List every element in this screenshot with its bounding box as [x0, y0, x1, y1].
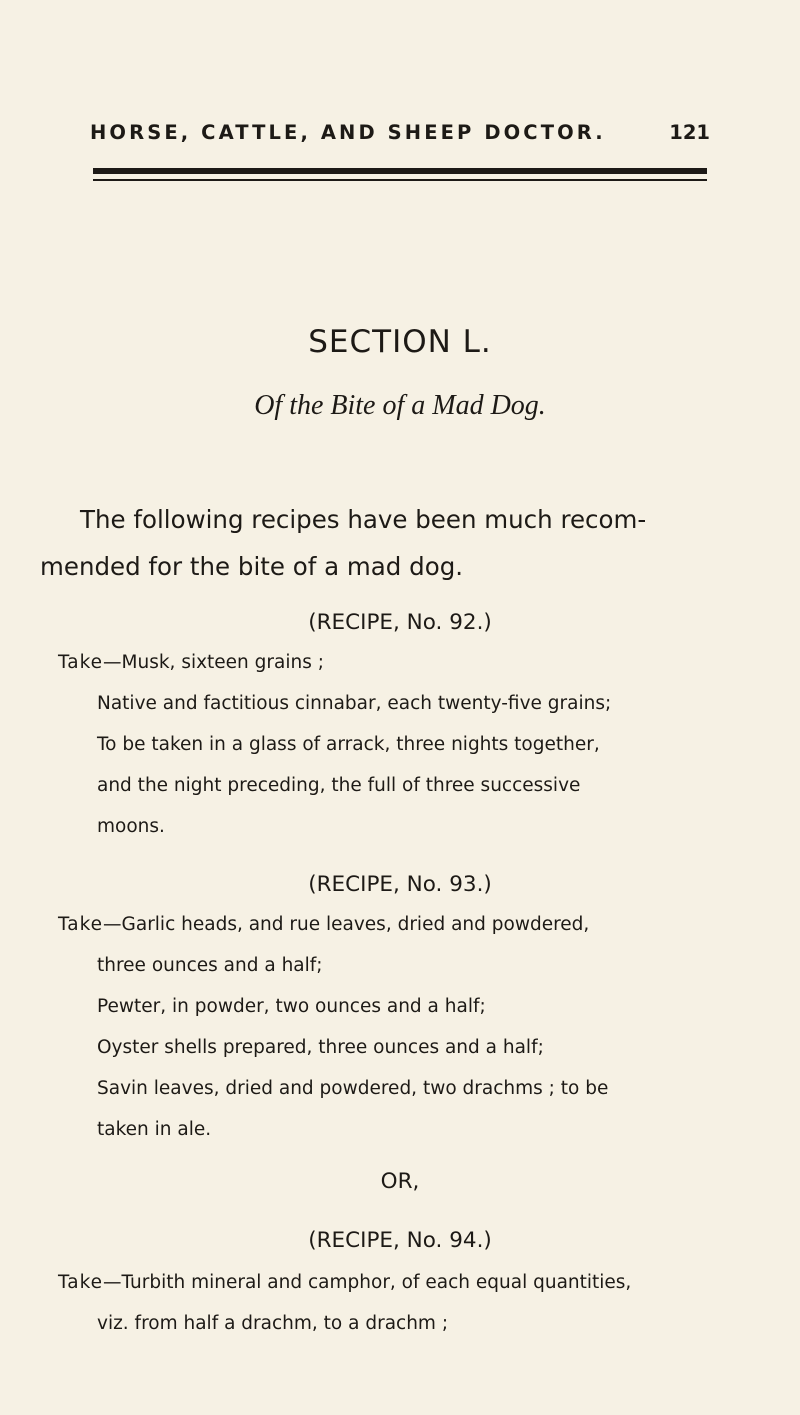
- recipe-line: viz. from half a drachm, to a drachm ;: [97, 1313, 449, 1334]
- header-rule-thick: [93, 168, 707, 174]
- recipe-line: Oyster shells prepared, three ounces and a half;: [97, 1037, 544, 1058]
- recipe-line: Native and factitious cinnabar, each twenty-five grains;: [97, 693, 612, 714]
- recipe-line: and the night preceding, the full of three successive: [97, 775, 581, 796]
- recipe-line: moons.: [97, 816, 165, 837]
- recipe-heading-94: (RECIPE, No. 94.): [308, 1228, 492, 1253]
- running-head-title: HORSE, CATTLE, AND SHEEP DOCTOR.: [90, 121, 606, 144]
- recipe-92-take-line: [58, 652, 324, 673]
- header-rule-thin: [93, 179, 707, 181]
- recipe-line: Savin leaves, dried and powdered, two drachms ; to be: [97, 1078, 609, 1099]
- recipe-heading-93: (RECIPE, No. 93.): [308, 872, 492, 897]
- intro-line: mended for the bite of a mad dog.: [40, 552, 464, 581]
- recipe-line: Turbith mineral and camphor, of each equal quantities,: [121, 1272, 632, 1293]
- recipe-heading-92: (RECIPE, No. 92.): [308, 610, 492, 635]
- recipe-line: To be taken in a glass of arrack, three nights together,: [97, 734, 600, 755]
- intro-line: The following recipes have been much recom-: [80, 505, 647, 534]
- take-label: Take—: [58, 914, 122, 935]
- recipe-93-take-line: [58, 914, 589, 935]
- page-number: 121: [669, 121, 710, 144]
- section-title: SECTION L.: [308, 324, 492, 360]
- recipe-line: three ounces and a half;: [97, 955, 323, 976]
- take-label: Take—: [58, 652, 122, 673]
- running-head: [90, 121, 710, 144]
- recipe-94-take-line: [58, 1272, 631, 1293]
- recipe-line: taken in ale.: [97, 1119, 212, 1140]
- recipe-line: Garlic heads, and rue leaves, dried and powdered,: [121, 914, 590, 935]
- take-label: Take—: [58, 1272, 122, 1293]
- recipe-line: Pewter, in powder, two ounces and a half;: [97, 996, 486, 1017]
- section-subtitle: Of the Bite of a Mad Dog.: [254, 390, 546, 421]
- intro-paragraph: [40, 496, 730, 590]
- recipe-line: Musk, sixteen grains ;: [121, 652, 324, 673]
- or-label: OR,: [380, 1169, 420, 1194]
